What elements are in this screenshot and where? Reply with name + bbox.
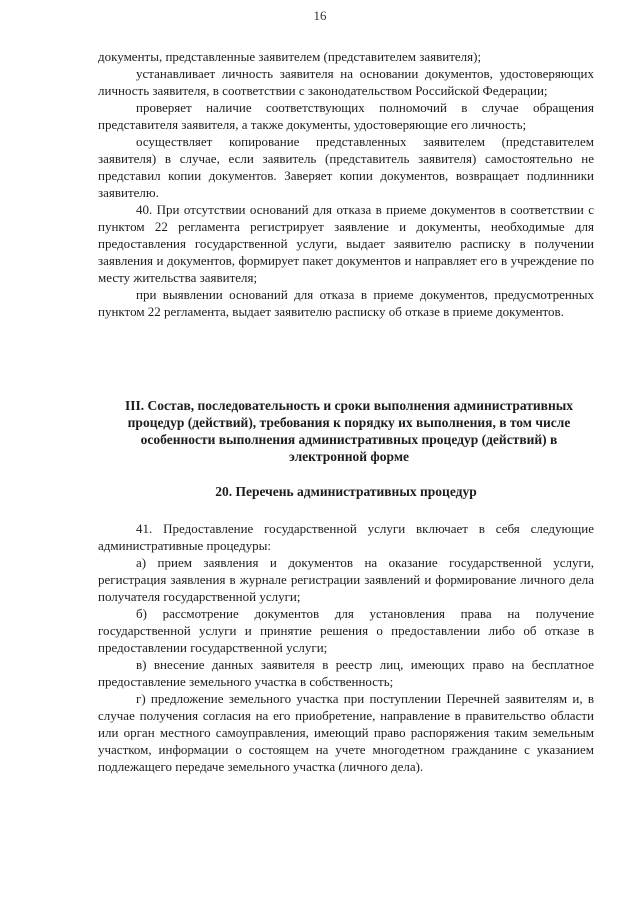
page-number: 16 [313, 8, 327, 23]
spacer [98, 500, 594, 520]
spacer [98, 320, 594, 397]
paragraph: г) предложение земельного участка при поступлении Перечней заявителям и, в случае получения согласия на его приобретение, направление в правительство области или орган местного самоуправления, имеющий право распоряжения таким земельным участком, информации о состоящем на учете многодетном гражданине с указанием подлежащего передаче земельного участка (личного дела). [98, 691, 594, 774]
document-body [98, 48, 594, 775]
paragraph: 40. При отсутствии оснований для отказа в приеме документов в соответствии с пунктом 22 регламента регистрирует заявление и документы, необходимые для предоставления государственной услуги, выдает заявителю расписку в получении заявления и документов, формирует пакет документов и направляет его в учреждение по месту жительства заявителя; [98, 202, 594, 285]
section-heading: III. Состав, последовательность и сроки выполнения административных процедур (действий), требования к порядку их выполнения, в том числе особенности выполнения административных процедур (действий) в электронной форме [124, 398, 574, 464]
bottom-paragraphs [98, 520, 594, 775]
paragraph: устанавливает личность заявителя на основании документов, удостоверяющих личность заявителя, в соответствии с законодательством Российской Федерации; [98, 66, 594, 98]
paragraph: в) внесение данных заявителя в реестр лиц, имеющих право на бесплатное предоставление земельного участка в собственность; [98, 657, 594, 689]
paragraph: документы, представленные заявителем (представителем заявителя); [98, 49, 482, 64]
paragraph: проверяет наличие соответствующих полномочий в случае обращения представителя заявителя, а также документы, удостоверяющие его личность; [98, 100, 594, 132]
paragraph: осуществляет копирование представленных заявителем (представителем заявителя) в случае, если заявитель (представитель заявителя) самостоятельно не представил копии документов. Заверяет копии документов, возвращает подлинники заявителю. [98, 134, 594, 200]
paragraph: а) прием заявления и документов на оказание государственной услуги, регистрация заявления в журнале регистрации заявлений и формирование личного дела получателя государственной услуги; [98, 555, 594, 604]
subsection-heading: 20. Перечень административных процедур [215, 484, 477, 499]
paragraph: 41. Предоставление государственной услуги включает в себя следующие административные процедуры: [98, 521, 594, 553]
paragraph: б) рассмотрение документов для установления права на получение государственной услуги и принятие решения о предоставлении либо об отказе в предоставлении государственной услуги; [98, 606, 594, 655]
paragraph: при выявлении оснований для отказа в приеме документов, предусмотренных пунктом 22 регламента, выдает заявителю расписку об отказе в приеме документов. [98, 287, 594, 319]
top-paragraphs [98, 48, 594, 320]
